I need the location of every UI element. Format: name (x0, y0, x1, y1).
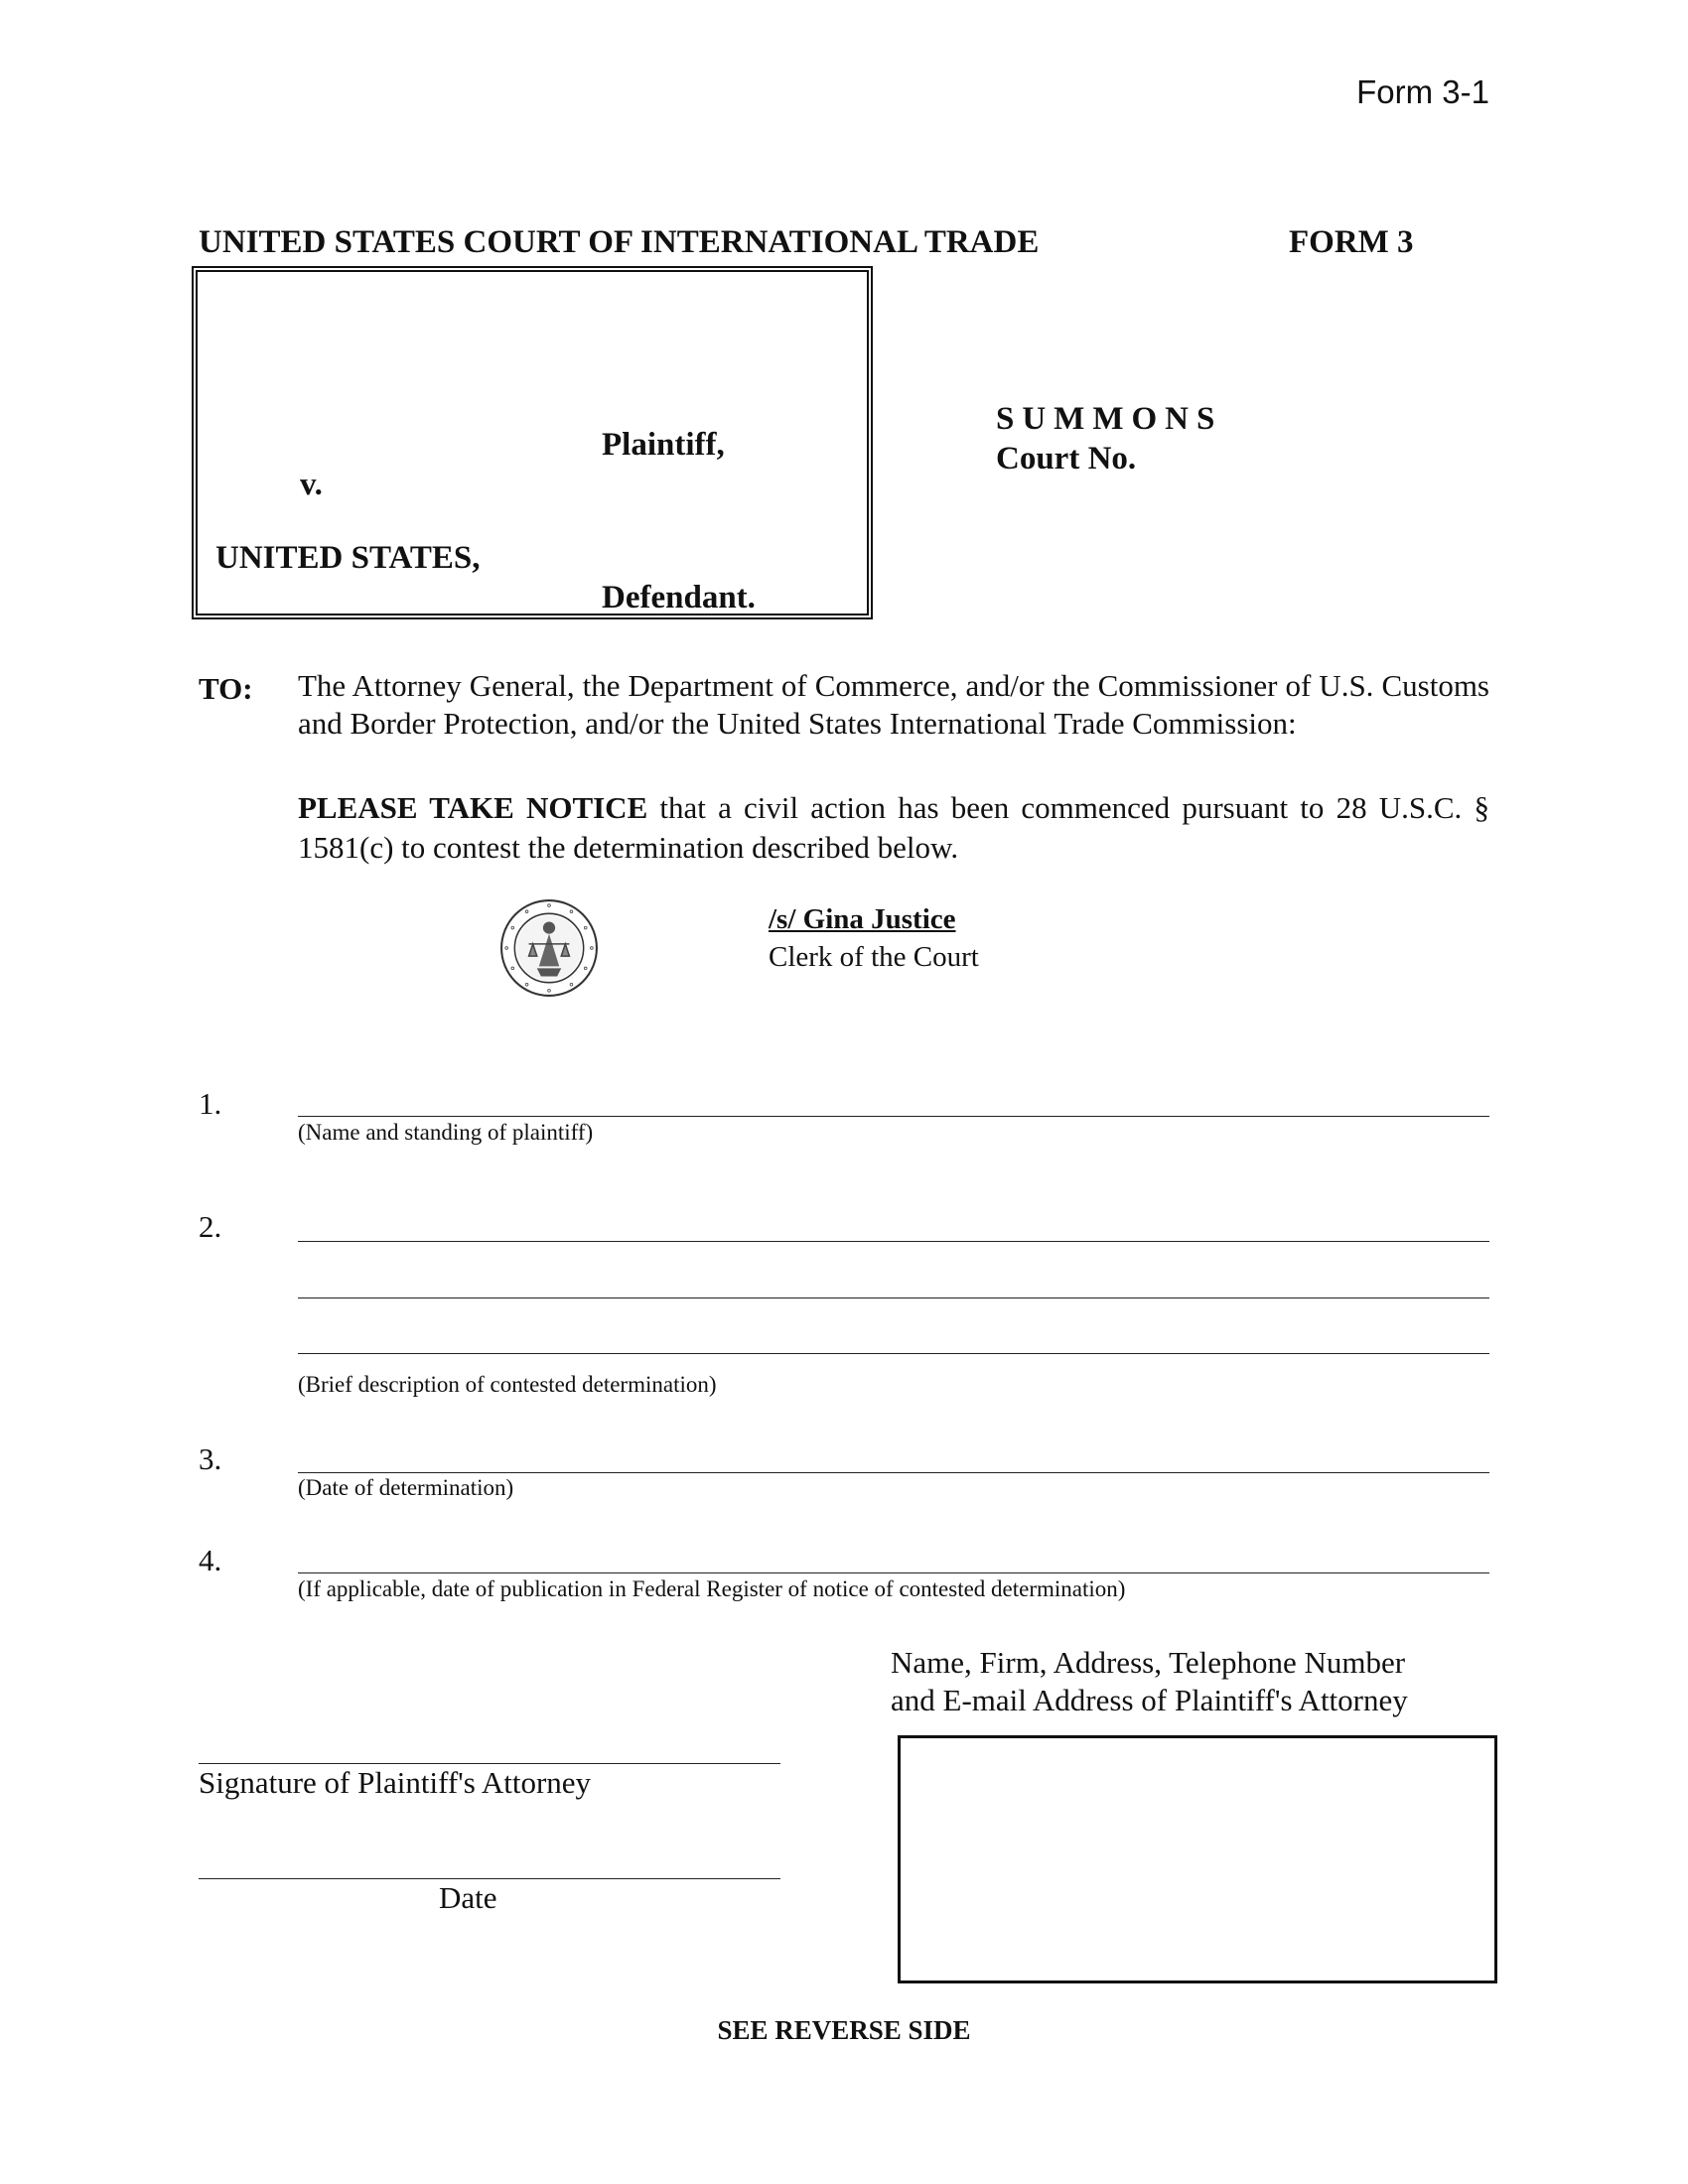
notice-lead: PLEASE TAKE NOTICE (298, 790, 648, 825)
determination-description-line[interactable] (298, 1353, 1489, 1354)
court-number-label: Court No. (996, 441, 1137, 477)
publication-date-line[interactable] (298, 1572, 1489, 1573)
summons-title: SUMMONS (996, 401, 1223, 437)
court-seal-icon (498, 897, 600, 999)
notice-body: that a civil action has been commenced pursuant to 28 U.S.C. § 1581(c) to contest the determination described below. (298, 790, 1489, 865)
item-number: 4. (199, 1543, 222, 1577)
attorney-box-label-line: Name, Firm, Address, Telephone Number (891, 1645, 1406, 1680)
item-number: 1. (199, 1086, 222, 1121)
clerk-title: Clerk of the Court (769, 941, 979, 973)
item-caption: (Date of determination) (298, 1475, 514, 1500)
versus-label: v. (300, 467, 323, 502)
plaintiff-name-line[interactable] (298, 1116, 1489, 1117)
notice-paragraph (298, 788, 1489, 868)
attorney-signature-line[interactable] (199, 1763, 780, 1764)
item-caption: (If applicable, date of publication in Federal Register of notice of contested determination) (298, 1576, 1126, 1601)
signature-date-line[interactable] (199, 1878, 780, 1879)
determination-description-line[interactable] (298, 1297, 1489, 1298)
form-corner-label: Form 3-1 (1356, 73, 1489, 110)
attorney-box-label-line: and E-mail Address of Plaintiff's Attorney (891, 1683, 1408, 1717)
form-number: FORM 3 (1289, 224, 1414, 260)
attorney-signature-label: Signature of Plaintiff's Attorney (199, 1765, 592, 1800)
recipients-text: The Attorney General, the Department of Commerce, and/or the Commissioner of U.S. Customs and Border Protection, and/or the United States International Trade Commission: (298, 668, 1489, 741)
plaintiff-label: Plaintiff, (602, 427, 725, 463)
clerk-signature: /s/ Gina Justice (769, 903, 956, 935)
court-name: UNITED STATES COURT OF INTERNATIONAL TRADE (199, 224, 1040, 260)
determination-date-line[interactable] (298, 1472, 1489, 1473)
attorney-box-label (891, 1644, 1408, 1719)
defendant-label: Defendant. (602, 580, 756, 615)
defendant-name: UNITED STATES, (215, 540, 481, 576)
see-reverse-note: SEE REVERSE SIDE (717, 2015, 971, 2045)
to-label: TO: (199, 671, 253, 706)
attorney-info-box[interactable] (898, 1735, 1497, 1983)
determination-description-line[interactable] (298, 1241, 1489, 1242)
item-caption: (Brief description of contested determination) (298, 1372, 717, 1397)
item-number: 2. (199, 1209, 222, 1244)
item-caption: (Name and standing of plaintiff) (298, 1120, 594, 1145)
signature-date-label: Date (439, 1880, 497, 1915)
item-number: 3. (199, 1441, 222, 1476)
